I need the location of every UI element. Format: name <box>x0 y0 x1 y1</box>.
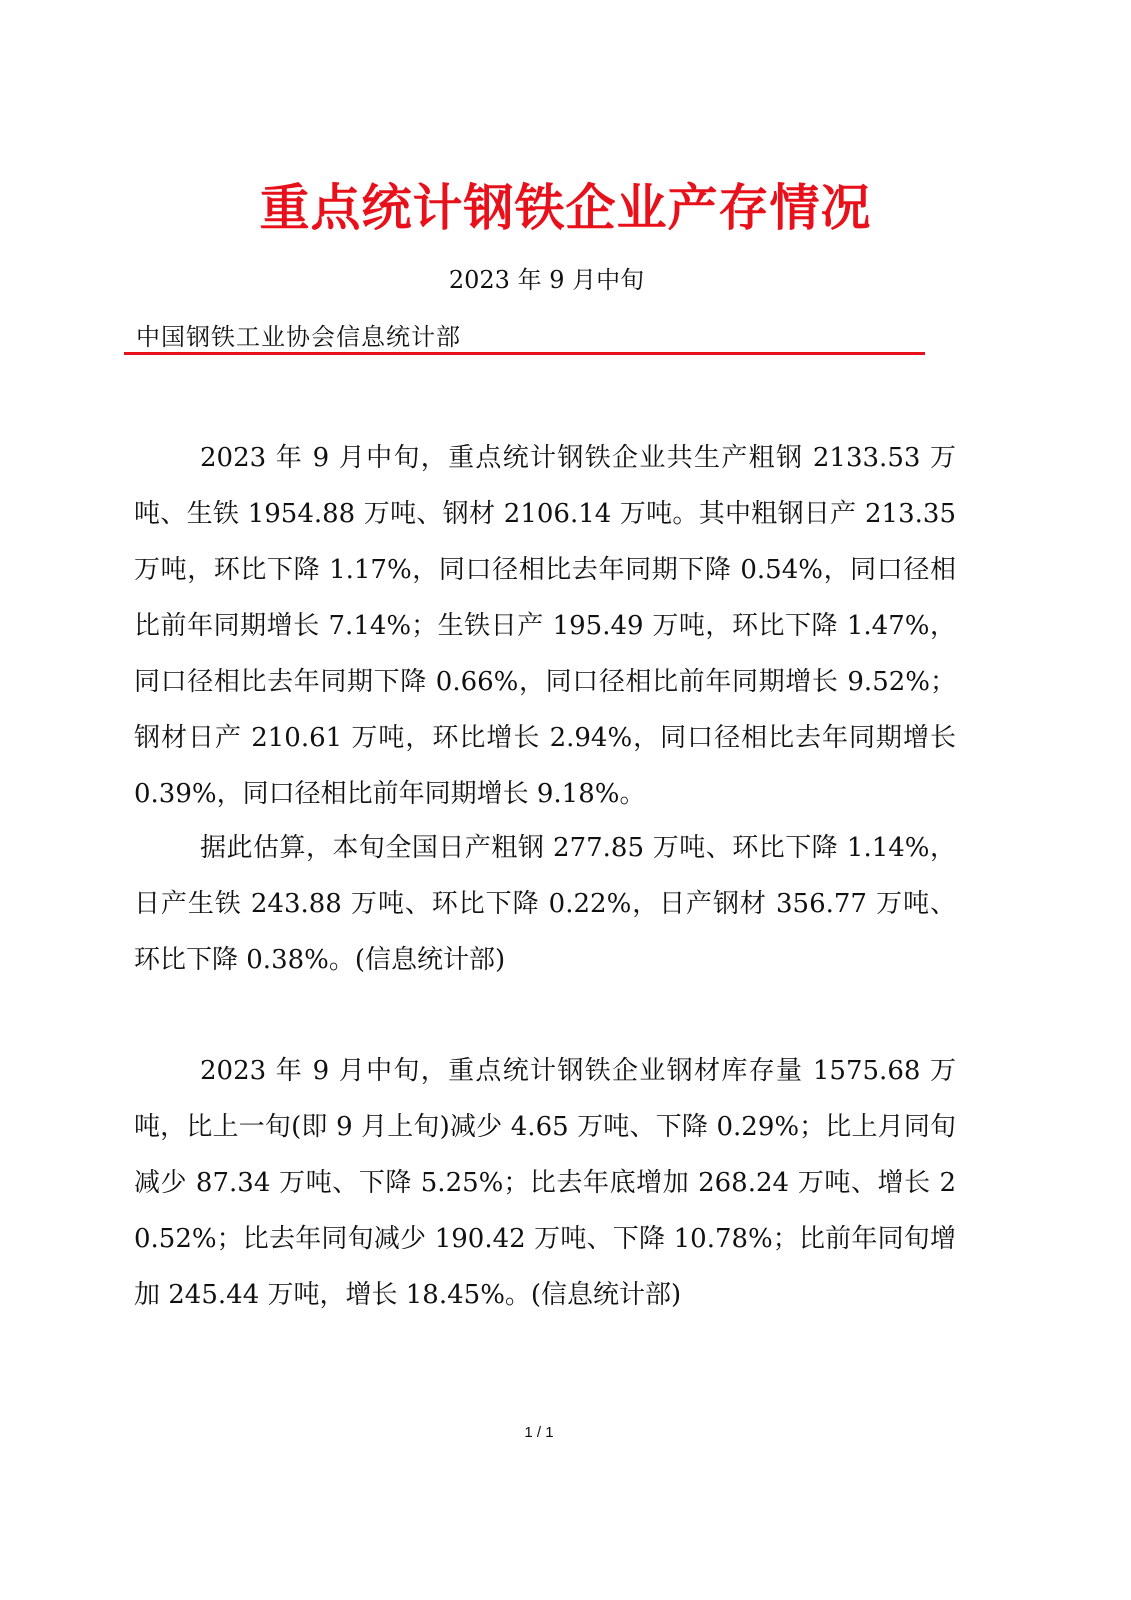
document-title: 重点统计钢铁企业产存情况 <box>259 179 872 237</box>
document-date: 2023 年 9 月中旬 <box>448 266 645 294</box>
inventory-paragraph: 2023 年 9 月中旬，重点统计钢铁企业钢材库存量 1575.68 万吨，比上一旬(即 9 月上旬)减少 4.65 万吨、下降 0.29%；比上月同旬减少 87.34 万吨、下降 5.25%；比去年底增加 268.24 万吨、增长 20.52%；比去年同旬减少 190.42 万吨、下降 10.78%；比前年同旬增加 245.44 万吨，增长 18.45%。(信息统计部) <box>134 1056 956 1310</box>
header-divider <box>124 352 925 355</box>
national-estimate-paragraph: 据此估算，本旬全国日产粗钢 277.85 万吨、环比下降 1.14%，日产生铁 243.88 万吨、环比下降 0.22%，日产钢材 356.77 万吨、环比下降 0.38%。(信息统计部) <box>134 833 956 975</box>
issuing-department: 中国钢铁工业协会信息统计部 <box>136 323 461 351</box>
production-paragraph: 2023 年 9 月中旬，重点统计钢铁企业共生产粗钢 2133.53 万吨、生铁 1954.88 万吨、钢材 2106.14 万吨。其中粗钢日产 213.35 万吨，环比下降 1.17%，同口径相比去年同期下降 0.54%，同口径相比前年同期增长 7.14%；生铁日产 195.49 万吨，环比下降 1.47%，同口径相比去年同期下降 0.66%，同口径相比前年同期增长 9.52%；钢材日产 210.61 万吨，环比增长 2.94%，同口径相比去年同期增长 0.39%，同口径相比前年同期增长 9.18%。 <box>134 443 956 809</box>
page-number: 1 / 1 <box>524 1424 554 1441</box>
